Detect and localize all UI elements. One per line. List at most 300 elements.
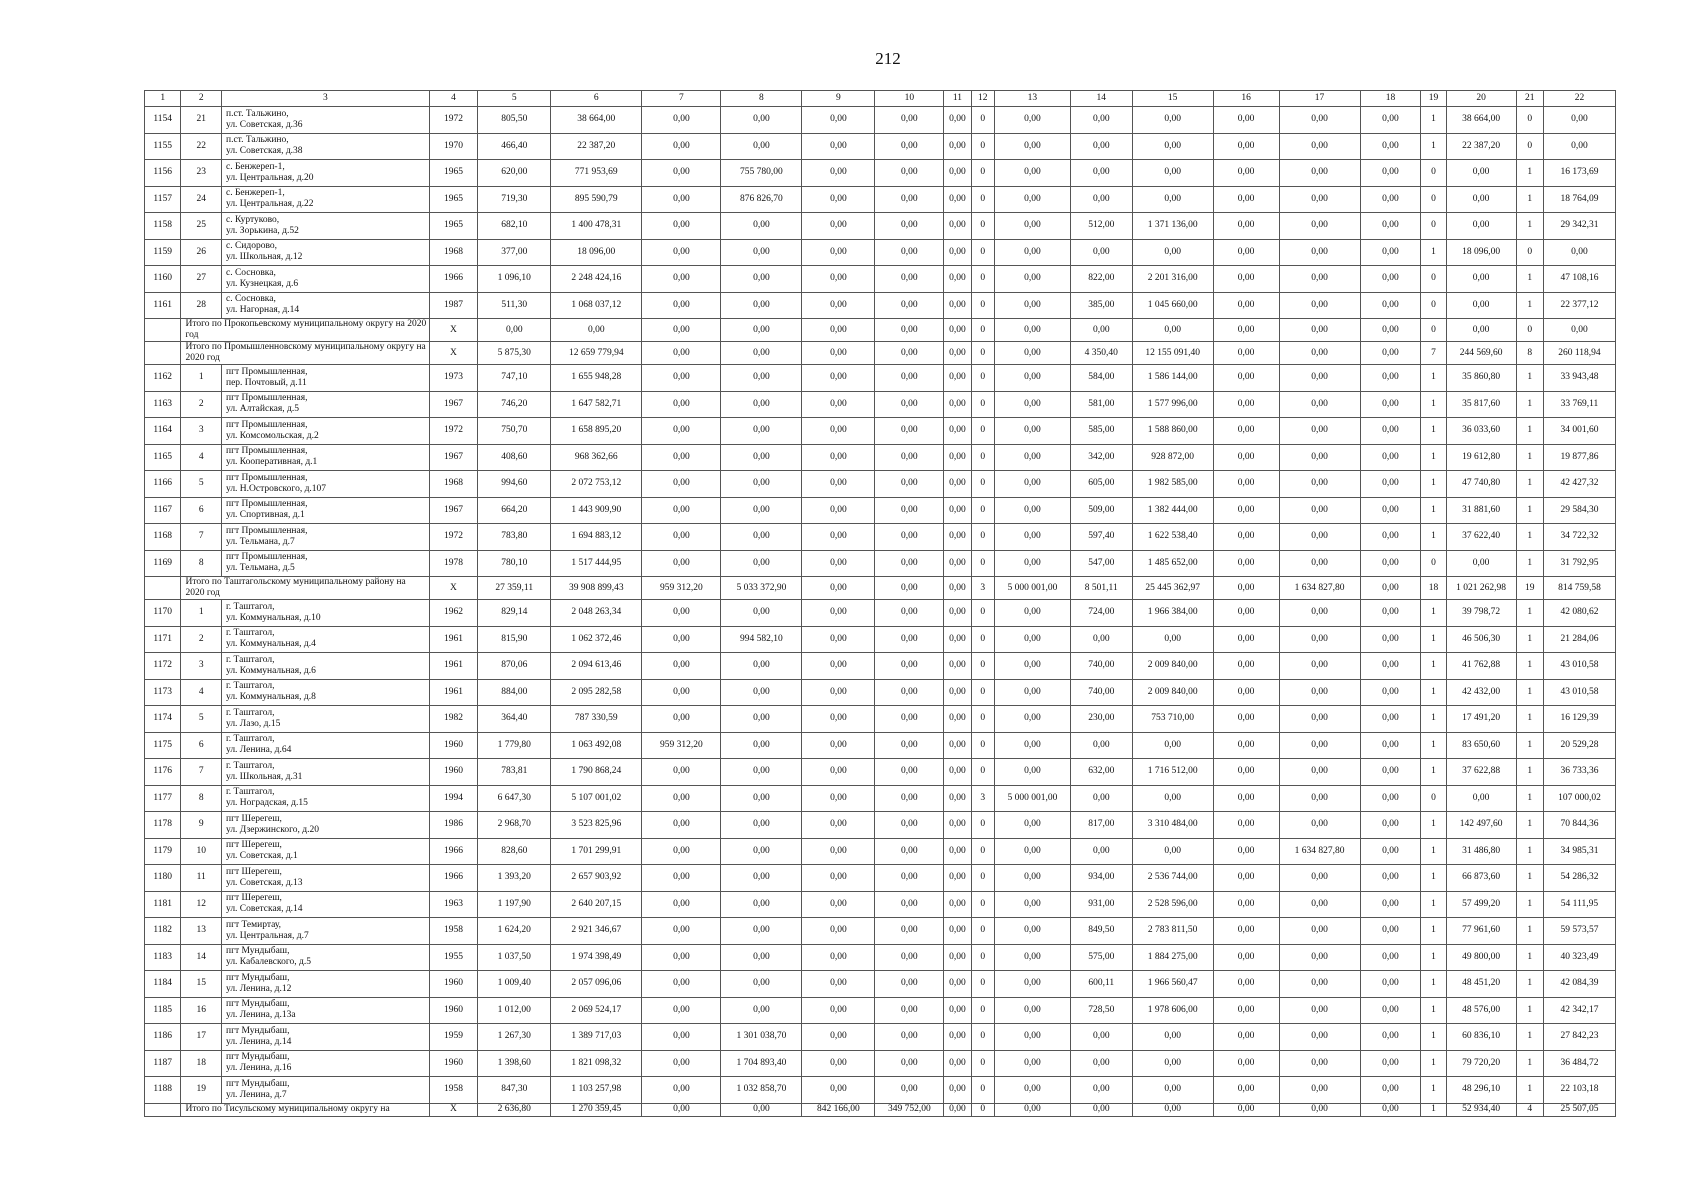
value-cell: 0,00	[802, 785, 875, 812]
value-cell: 0,00	[875, 342, 944, 365]
value-cell: 0,00	[1070, 1050, 1132, 1077]
value-cell: 0,00	[944, 679, 971, 706]
page-number: 212	[875, 49, 901, 68]
value-cell: 0,00	[994, 186, 1070, 213]
value-cell: 1	[1421, 732, 1446, 759]
value-cell: 1	[1516, 653, 1543, 680]
value-cell: 1 012,00	[478, 997, 551, 1024]
value-cell: 1	[1421, 391, 1446, 418]
row-index-cell: 2	[181, 391, 222, 418]
address-cell	[221, 732, 429, 759]
value-cell: 0,00	[1070, 626, 1132, 653]
value-cell: 38 664,00	[1446, 107, 1516, 134]
value-cell: 1	[1421, 239, 1446, 266]
table-row	[145, 759, 1616, 786]
value-cell: 0,00	[642, 706, 721, 733]
value-cell: 1	[1421, 471, 1446, 498]
value-cell: 1970	[429, 133, 478, 160]
address-line: ул. Ноградская, д.15	[225, 798, 308, 809]
value-cell: 1	[1421, 679, 1446, 706]
data-table	[144, 90, 1616, 1117]
value-cell: 0,00	[802, 577, 875, 600]
value-cell: 5 033 372,90	[721, 577, 802, 600]
value-cell: 0,00	[1279, 266, 1360, 293]
value-cell: 0,00	[1279, 759, 1360, 786]
table-row	[145, 997, 1616, 1024]
row-index-cell: 6	[181, 732, 222, 759]
value-cell: 1	[1421, 600, 1446, 627]
value-cell: 29 342,31	[1543, 213, 1615, 240]
value-cell: 0,00	[1360, 679, 1421, 706]
value-cell: 2 528 596,00	[1132, 891, 1213, 918]
value-cell: 36 733,36	[1543, 759, 1615, 786]
table-body	[145, 107, 1616, 1117]
value-cell: 18 096,00	[1446, 239, 1516, 266]
value-cell: 0,00	[1360, 1024, 1421, 1051]
address-line: ул. Нагорная, д.14	[225, 305, 300, 316]
value-cell: 0,00	[1070, 732, 1132, 759]
value-cell: 1	[1516, 891, 1543, 918]
value-cell: 22 103,18	[1543, 1077, 1615, 1104]
address-line: п.ст. Тальжино,	[225, 135, 289, 146]
value-cell: 5 000 001,00	[994, 785, 1070, 812]
value-cell: 43 010,58	[1543, 653, 1615, 680]
value-cell: 1 517 444,95	[551, 550, 642, 577]
value-cell: 18 764,09	[1543, 186, 1615, 213]
value-cell: 0,00	[642, 444, 721, 471]
value-cell: 12 659 779,94	[551, 342, 642, 365]
address-cell	[221, 838, 429, 865]
value-cell: 0,00	[1213, 1024, 1279, 1051]
row-number-cell: 1179	[145, 838, 181, 865]
value-cell: 719,30	[478, 186, 551, 213]
value-cell: 40 323,49	[1543, 944, 1615, 971]
value-cell: 0	[971, 524, 994, 551]
address-line: ул. Советская, д.1	[225, 851, 298, 862]
value-cell: 1 062 372,46	[551, 626, 642, 653]
value-cell: 1	[1516, 706, 1543, 733]
value-cell: 0,00	[1213, 444, 1279, 471]
value-cell: 2 921 346,67	[551, 918, 642, 945]
value-cell: 0	[971, 812, 994, 839]
address-cell	[221, 444, 429, 471]
address-line: ул. Кооперативная, д.1	[225, 457, 318, 468]
value-cell: 0,00	[721, 391, 802, 418]
value-cell: 1962	[429, 600, 478, 627]
value-cell: 1958	[429, 918, 478, 945]
row-number-cell: 1183	[145, 944, 181, 971]
value-cell: 0,00	[721, 785, 802, 812]
value-cell: 0,00	[1279, 418, 1360, 445]
value-cell: 1 588 860,00	[1132, 418, 1213, 445]
value-cell: 0,00	[721, 342, 802, 365]
value-cell: 0,00	[1213, 865, 1279, 892]
value-cell: 0,00	[1360, 471, 1421, 498]
value-cell: 1 634 827,80	[1279, 838, 1360, 865]
address-line: г. Таштагол,	[225, 760, 275, 771]
value-cell: 0,00	[1360, 186, 1421, 213]
value-cell: 0,00	[1213, 391, 1279, 418]
value-cell: 0	[971, 186, 994, 213]
value-cell: 1966	[429, 865, 478, 892]
column-header: 20	[1446, 91, 1516, 107]
address-line: г. Таштагол,	[225, 654, 275, 665]
value-cell: 1965	[429, 186, 478, 213]
value-cell: 632,00	[1070, 759, 1132, 786]
address-line: ул. Ленина, д.16	[225, 1063, 292, 1074]
value-cell: 0,00	[875, 107, 944, 134]
value-cell: 0,00	[721, 918, 802, 945]
column-header: 22	[1543, 91, 1615, 107]
value-cell: 0,00	[802, 838, 875, 865]
value-cell: 22 387,20	[1446, 133, 1516, 160]
row-number-cell: 1180	[145, 865, 181, 892]
value-cell: 1	[1516, 865, 1543, 892]
value-cell: 0,00	[1543, 133, 1615, 160]
value-cell: 0,00	[944, 418, 971, 445]
address-cell	[221, 292, 429, 319]
value-cell: 42 427,32	[1543, 471, 1615, 498]
value-cell: 18 096,00	[551, 239, 642, 266]
value-cell: 0	[1421, 266, 1446, 293]
value-cell: 0,00	[642, 918, 721, 945]
value-cell: 0,00	[1360, 133, 1421, 160]
address-line: пгт Шерегеш,	[225, 893, 282, 904]
value-cell: 0,00	[802, 133, 875, 160]
value-cell: 1	[1421, 1050, 1446, 1077]
row-number-cell: 1156	[145, 160, 181, 187]
value-cell: 0,00	[1543, 239, 1615, 266]
value-cell: 0	[971, 292, 994, 319]
value-cell: 0,00	[875, 319, 944, 342]
value-cell: 753 710,00	[1132, 706, 1213, 733]
row-index-cell: 12	[181, 891, 222, 918]
value-cell: 0,00	[944, 600, 971, 627]
column-header: 17	[1279, 91, 1360, 107]
value-cell: 0,00	[802, 107, 875, 134]
value-cell: 1	[1516, 971, 1543, 998]
address-cell	[221, 524, 429, 551]
value-cell: 0,00	[944, 944, 971, 971]
address-line: ул. Коммунальная, д.8	[225, 692, 316, 703]
value-cell: 0,00	[994, 600, 1070, 627]
value-cell: 0,00	[1213, 550, 1279, 577]
value-cell: 0,00	[642, 1024, 721, 1051]
value-cell: 0,00	[802, 319, 875, 342]
value-cell: 0,00	[1360, 577, 1421, 600]
value-cell: 0	[1516, 133, 1543, 160]
value-cell: 0,00	[944, 292, 971, 319]
value-cell: 0,00	[875, 365, 944, 392]
value-cell: 0	[971, 418, 994, 445]
value-cell: 16 173,69	[1543, 160, 1615, 187]
value-cell: 1 389 717,03	[551, 1024, 642, 1051]
value-cell: 0,00	[1279, 679, 1360, 706]
value-cell: 25 445 362,97	[1132, 577, 1213, 600]
address-line: ул. Советская, д.14	[225, 904, 303, 915]
value-cell: 1 790 868,24	[551, 759, 642, 786]
value-cell: 0,00	[1446, 292, 1516, 319]
value-cell: 605,00	[1070, 471, 1132, 498]
value-cell: 0,00	[994, 524, 1070, 551]
value-cell: 1955	[429, 944, 478, 971]
value-cell: 0,00	[1213, 577, 1279, 600]
table-row	[145, 107, 1616, 134]
value-cell: 0,00	[994, 160, 1070, 187]
value-cell: 805,50	[478, 107, 551, 134]
value-cell: 0,00	[1213, 997, 1279, 1024]
table-row	[145, 444, 1616, 471]
row-index-cell: 6	[181, 497, 222, 524]
address-line: пгт Промышленная,	[225, 525, 308, 536]
row-number-cell: 1162	[145, 365, 181, 392]
value-cell: 1	[1516, 626, 1543, 653]
value-cell: 0,00	[642, 1050, 721, 1077]
value-cell: 0,00	[802, 1050, 875, 1077]
value-cell: 0,00	[1213, 266, 1279, 293]
row-number-cell: 1164	[145, 418, 181, 445]
value-cell: 0,00	[875, 865, 944, 892]
value-cell: 0,00	[1213, 812, 1279, 839]
value-cell: 0,00	[944, 550, 971, 577]
value-cell: 0,00	[721, 418, 802, 445]
address-line: ул. Кабалевского, д.5	[225, 957, 311, 968]
value-cell: 1	[1516, 679, 1543, 706]
value-cell: 3	[971, 785, 994, 812]
table-row	[145, 1024, 1616, 1051]
value-cell: 1 398,60	[478, 1050, 551, 1077]
value-cell: 0,00	[994, 497, 1070, 524]
value-cell: 0	[971, 1024, 994, 1051]
value-cell: 22 377,12	[1543, 292, 1615, 319]
value-cell: 0,00	[1360, 391, 1421, 418]
value-cell: 0,00	[1279, 107, 1360, 134]
value-cell: 0,00	[875, 759, 944, 786]
value-cell: 0,00	[994, 444, 1070, 471]
value-cell: 0,00	[994, 918, 1070, 945]
value-cell: 1 704 893,40	[721, 1050, 802, 1077]
value-cell: 0,00	[642, 679, 721, 706]
value-cell: 0	[971, 626, 994, 653]
address-cell	[221, 107, 429, 134]
value-cell: 1978	[429, 550, 478, 577]
value-cell: 620,00	[478, 160, 551, 187]
address-cell	[221, 1050, 429, 1077]
value-cell: 0,00	[1360, 971, 1421, 998]
value-cell: 1 103 257,98	[551, 1077, 642, 1104]
value-cell: 0,00	[1360, 626, 1421, 653]
value-cell: 747,10	[478, 365, 551, 392]
value-cell: 0,00	[721, 600, 802, 627]
value-cell: 0,00	[1360, 342, 1421, 365]
address-line: ул. Центральная, д.20	[225, 172, 314, 183]
address-cell	[221, 550, 429, 577]
address-cell	[221, 653, 429, 680]
value-cell: 2 072 753,12	[551, 471, 642, 498]
address-line: ул. Н.Островского, д.107	[225, 483, 327, 494]
value-cell: 0,00	[1360, 1103, 1421, 1116]
value-cell: 1	[1516, 418, 1543, 445]
column-header: 15	[1132, 91, 1213, 107]
value-cell: 0,00	[642, 107, 721, 134]
value-cell: 1 009,40	[478, 971, 551, 998]
value-cell: 755 780,00	[721, 160, 802, 187]
value-cell: 0,00	[642, 418, 721, 445]
value-cell: 0,00	[1213, 626, 1279, 653]
value-cell: 0,00	[944, 918, 971, 945]
value-cell: 1 485 652,00	[1132, 550, 1213, 577]
value-cell: 1959	[429, 1024, 478, 1051]
value-cell: 0,00	[875, 497, 944, 524]
row-number-cell: 1154	[145, 107, 181, 134]
value-cell: 724,00	[1070, 600, 1132, 627]
value-cell: 42 084,39	[1543, 971, 1615, 998]
value-cell: 1	[1516, 838, 1543, 865]
value-cell: 0,00	[1213, 785, 1279, 812]
value-cell: 0,00	[875, 133, 944, 160]
value-cell: 0,00	[642, 365, 721, 392]
value-cell: 1	[1421, 997, 1446, 1024]
row-number-cell: 1169	[145, 550, 181, 577]
value-cell: 1 716 512,00	[1132, 759, 1213, 786]
row-index-cell: 26	[181, 239, 222, 266]
value-cell: 0,00	[994, 266, 1070, 293]
value-cell: 0,00	[875, 785, 944, 812]
address-line: г. Таштагол,	[225, 601, 275, 612]
value-cell: 1 032 858,70	[721, 1077, 802, 1104]
value-cell: 5 000 001,00	[994, 577, 1070, 600]
value-cell: 0	[971, 1103, 994, 1116]
value-cell: 0,00	[1360, 319, 1421, 342]
value-cell: 0,00	[875, 471, 944, 498]
value-cell: 0,00	[1360, 365, 1421, 392]
address-cell	[221, 160, 429, 187]
value-cell: 0,00	[994, 759, 1070, 786]
value-cell: 0,00	[994, 653, 1070, 680]
value-cell: 842 166,00	[802, 1103, 875, 1116]
address-line: ул. Ленина, д.7	[225, 1089, 287, 1100]
address-line: пгт Мундыбаш,	[225, 972, 290, 983]
value-cell: 1	[1421, 1103, 1446, 1116]
address-line: с. Сидорово,	[225, 241, 278, 252]
value-cell: 0	[1421, 550, 1446, 577]
value-cell: 1 658 895,20	[551, 418, 642, 445]
address-cell	[221, 918, 429, 945]
value-cell: 1	[1516, 997, 1543, 1024]
value-cell: 0	[1516, 107, 1543, 134]
value-cell: 1 021 262,98	[1446, 577, 1516, 600]
value-cell: 0,00	[721, 550, 802, 577]
value-cell: 0,00	[994, 1024, 1070, 1051]
value-cell: 1 586 144,00	[1132, 365, 1213, 392]
row-index-cell: 1	[181, 365, 222, 392]
row-index-cell: 22	[181, 133, 222, 160]
value-cell: 740,00	[1070, 679, 1132, 706]
total-row	[145, 342, 1616, 365]
value-cell: 0	[1421, 160, 1446, 187]
value-cell: 0,00	[1543, 107, 1615, 134]
value-cell: 1 694 883,12	[551, 524, 642, 551]
value-cell: 0,00	[994, 626, 1070, 653]
value-cell: 0,00	[1213, 292, 1279, 319]
value-cell: 42 432,00	[1446, 679, 1516, 706]
value-cell: 0,00	[1279, 342, 1360, 365]
value-cell: 48 576,00	[1446, 997, 1516, 1024]
value-cell: 575,00	[1070, 944, 1132, 971]
value-cell: 0,00	[642, 471, 721, 498]
value-cell: 0,00	[642, 626, 721, 653]
value-cell: 59 573,57	[1543, 918, 1615, 945]
value-cell: 60 836,10	[1446, 1024, 1516, 1051]
column-header: 3	[221, 91, 429, 107]
value-cell: 0,00	[1213, 107, 1279, 134]
value-cell: 1986	[429, 812, 478, 839]
row-number-cell: 1187	[145, 1050, 181, 1077]
value-cell: 0,00	[1213, 732, 1279, 759]
value-cell: 0,00	[1279, 319, 1360, 342]
value-cell: 0,00	[1279, 391, 1360, 418]
value-cell: 1 821 098,32	[551, 1050, 642, 1077]
value-cell: 783,81	[478, 759, 551, 786]
value-cell: 46 506,30	[1446, 626, 1516, 653]
row-index-cell: 27	[181, 266, 222, 293]
row-number-cell: 1172	[145, 653, 181, 680]
value-cell: 884,00	[478, 679, 551, 706]
address-cell	[221, 865, 429, 892]
value-cell: 0,00	[875, 918, 944, 945]
row-number-cell: 1173	[145, 679, 181, 706]
value-cell: 1 045 660,00	[1132, 292, 1213, 319]
address-line: г. Таштагол,	[225, 734, 275, 745]
value-cell: 0,00	[1070, 838, 1132, 865]
value-cell: 0,00	[721, 133, 802, 160]
value-cell: 0,00	[944, 160, 971, 187]
value-cell: 27 842,23	[1543, 1024, 1615, 1051]
address-line: ул. Комсомольская, д.2	[225, 430, 319, 441]
value-cell: 0,00	[1279, 1077, 1360, 1104]
value-cell: 1968	[429, 471, 478, 498]
value-cell: 959 312,20	[642, 577, 721, 600]
value-cell: 49 800,00	[1446, 944, 1516, 971]
value-cell: 1 655 948,28	[551, 365, 642, 392]
address-line: ул. Тельмана, д.5	[225, 563, 295, 574]
row-number-cell: 1163	[145, 391, 181, 418]
value-cell: 0,00	[944, 732, 971, 759]
row-number-cell: 1170	[145, 600, 181, 627]
value-cell: 1	[1516, 550, 1543, 577]
address-cell	[221, 213, 429, 240]
table-row	[145, 653, 1616, 680]
value-cell: 0	[971, 365, 994, 392]
value-cell: 0,00	[944, 759, 971, 786]
value-cell: 0,00	[994, 891, 1070, 918]
value-cell: 0,00	[721, 292, 802, 319]
value-cell: 0,00	[944, 266, 971, 293]
value-cell: 0	[971, 838, 994, 865]
table-row	[145, 812, 1616, 839]
value-cell: 0,00	[944, 838, 971, 865]
table-row	[145, 865, 1616, 892]
value-cell: 0,00	[642, 342, 721, 365]
row-index-cell: 21	[181, 107, 222, 134]
row-index-cell: 28	[181, 292, 222, 319]
address-line: ул. Коммунальная, д.6	[225, 665, 316, 676]
column-header: 9	[802, 91, 875, 107]
value-cell: 16 129,39	[1543, 706, 1615, 733]
row-index-cell: 24	[181, 186, 222, 213]
value-cell: 0,00	[1213, 342, 1279, 365]
row-index-cell: 7	[181, 759, 222, 786]
